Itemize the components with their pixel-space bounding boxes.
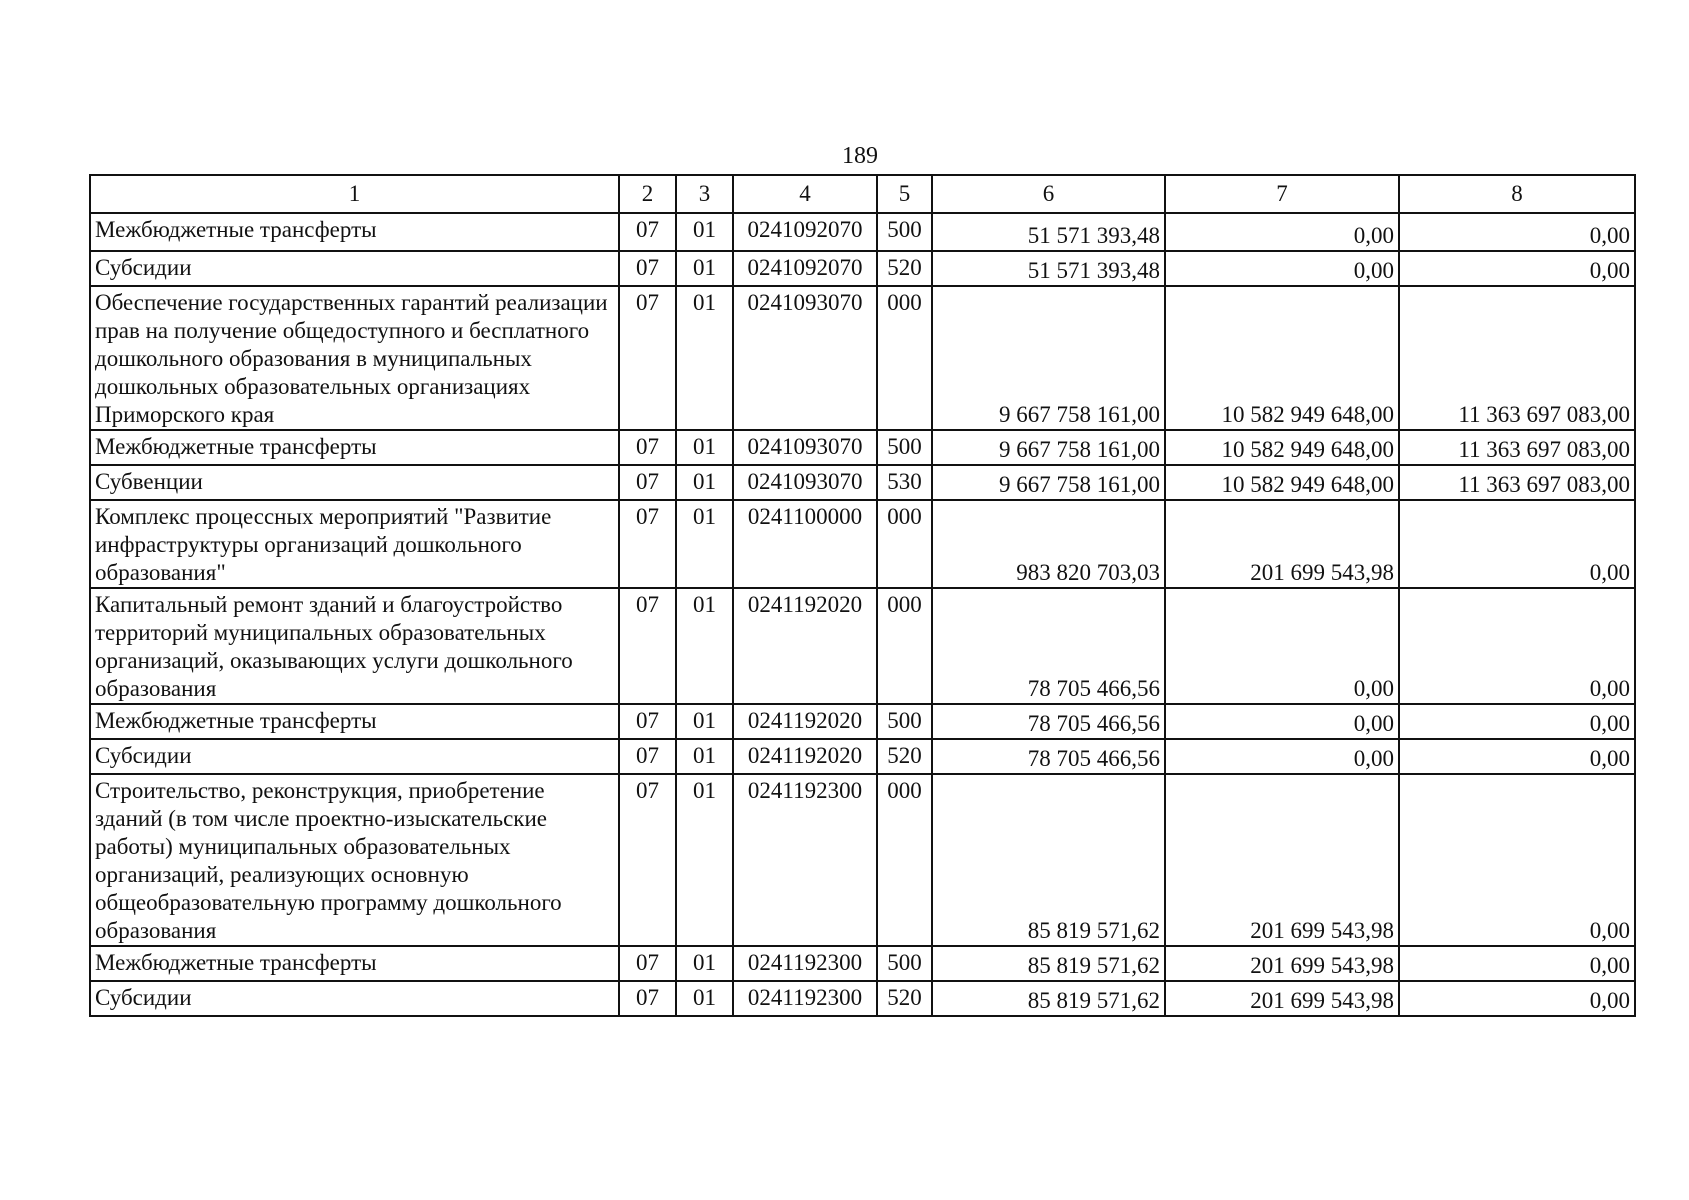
row-expense-type-cell: 000	[877, 500, 932, 588]
row-amount-col7-cell: 0,00	[1165, 213, 1399, 251]
row-target-code-cell: 0241093070	[733, 465, 877, 500]
row-amount-col7-cell: 0,00	[1165, 588, 1399, 704]
row-expense-type-cell: 000	[877, 286, 932, 430]
table-row	[90, 946, 1635, 981]
row-expense-type-cell: 520	[877, 251, 932, 286]
row-amount-col8-cell: 11 363 697 083,00	[1399, 430, 1635, 465]
table-row	[90, 704, 1635, 739]
row-amount-col6-cell: 983 820 703,03	[932, 500, 1165, 588]
row-amount-col7-cell: 201 699 543,98	[1165, 981, 1399, 1016]
row-expense-type-cell: 520	[877, 981, 932, 1016]
row-amount-col6-cell: 51 571 393,48	[932, 251, 1165, 286]
row-amount-col7-cell: 10 582 949 648,00	[1165, 465, 1399, 500]
header-cell: 6	[932, 175, 1165, 213]
row-amount-col6-cell: 51 571 393,48	[932, 213, 1165, 251]
row-amount-col7-cell: 0,00	[1165, 739, 1399, 774]
row-name-cell: Строительство, реконструкция, приобретение зданий (в том числе проектно-изыскательские работы) муниципальных образовательных организаций, реализующих основную общеобразовательную программу дошкольного образования	[90, 774, 619, 946]
row-target-code-cell: 0241093070	[733, 286, 877, 430]
header-cell: 4	[733, 175, 877, 213]
row-target-code-cell: 0241092070	[733, 251, 877, 286]
row-target-code-cell: 0241093070	[733, 430, 877, 465]
table-row	[90, 588, 1635, 704]
budget-table	[89, 174, 1636, 1017]
row-name-cell: Субсидии	[90, 981, 619, 1016]
table-row	[90, 251, 1635, 286]
row-expense-type-cell: 500	[877, 946, 932, 981]
row-name-cell: Субвенции	[90, 465, 619, 500]
header-cell: 3	[676, 175, 733, 213]
table-row	[90, 500, 1635, 588]
row-amount-col8-cell: 0,00	[1399, 588, 1635, 704]
table-row	[90, 430, 1635, 465]
row-target-code-cell: 0241100000	[733, 500, 877, 588]
row-name-cell: Межбюджетные трансферты	[90, 946, 619, 981]
row-amount-col7-cell: 0,00	[1165, 704, 1399, 739]
row-subsection-cell: 01	[676, 213, 733, 251]
row-amount-col6-cell: 78 705 466,56	[932, 739, 1165, 774]
row-target-code-cell: 0241092070	[733, 213, 877, 251]
row-target-code-cell: 0241192020	[733, 588, 877, 704]
row-amount-col8-cell: 0,00	[1399, 500, 1635, 588]
row-section-cell: 07	[619, 430, 676, 465]
row-target-code-cell: 0241192300	[733, 981, 877, 1016]
row-subsection-cell: 01	[676, 251, 733, 286]
row-amount-col8-cell: 0,00	[1399, 981, 1635, 1016]
row-target-code-cell: 0241192020	[733, 704, 877, 739]
row-name-cell: Субсидии	[90, 251, 619, 286]
row-target-code-cell: 0241192020	[733, 739, 877, 774]
row-subsection-cell: 01	[676, 946, 733, 981]
row-subsection-cell: 01	[676, 500, 733, 588]
row-name-cell: Межбюджетные трансферты	[90, 430, 619, 465]
table-row	[90, 739, 1635, 774]
row-section-cell: 07	[619, 739, 676, 774]
row-amount-col6-cell: 85 819 571,62	[932, 774, 1165, 946]
row-subsection-cell: 01	[676, 774, 733, 946]
table-row	[90, 286, 1635, 430]
row-name-cell: Межбюджетные трансферты	[90, 704, 619, 739]
row-subsection-cell: 01	[676, 588, 733, 704]
row-subsection-cell: 01	[676, 981, 733, 1016]
row-name-cell: Комплекс процессных мероприятий "Развитие инфраструктуры организаций дошкольного образования"	[90, 500, 619, 588]
row-amount-col7-cell: 10 582 949 648,00	[1165, 286, 1399, 430]
row-section-cell: 07	[619, 213, 676, 251]
row-expense-type-cell: 500	[877, 430, 932, 465]
row-section-cell: 07	[619, 286, 676, 430]
header-cell: 7	[1165, 175, 1399, 213]
table-row	[90, 981, 1635, 1016]
table-row	[90, 213, 1635, 251]
row-section-cell: 07	[619, 704, 676, 739]
row-amount-col7-cell: 201 699 543,98	[1165, 774, 1399, 946]
row-amount-col7-cell: 10 582 949 648,00	[1165, 430, 1399, 465]
row-subsection-cell: 01	[676, 430, 733, 465]
row-amount-col8-cell: 0,00	[1399, 946, 1635, 981]
row-subsection-cell: 01	[676, 704, 733, 739]
row-expense-type-cell: 500	[877, 213, 932, 251]
row-name-cell: Субсидии	[90, 739, 619, 774]
row-name-cell: Обеспечение государственных гарантий реализации прав на получение общедоступного и бесплатного дошкольного образования в муниципальных дошкольных образовательных организациях Приморского края	[90, 286, 619, 430]
table-row	[90, 774, 1635, 946]
row-section-cell: 07	[619, 251, 676, 286]
row-amount-col6-cell: 9 667 758 161,00	[932, 286, 1165, 430]
table-row	[90, 465, 1635, 500]
row-expense-type-cell: 520	[877, 739, 932, 774]
row-amount-col8-cell: 0,00	[1399, 704, 1635, 739]
row-amount-col7-cell: 201 699 543,98	[1165, 946, 1399, 981]
row-target-code-cell: 0241192300	[733, 774, 877, 946]
row-section-cell: 07	[619, 981, 676, 1016]
page-number: 189	[842, 143, 878, 169]
row-section-cell: 07	[619, 946, 676, 981]
row-amount-col8-cell: 11 363 697 083,00	[1399, 465, 1635, 500]
row-subsection-cell: 01	[676, 739, 733, 774]
header-cell: 1	[90, 175, 619, 213]
row-subsection-cell: 01	[676, 286, 733, 430]
row-expense-type-cell: 500	[877, 704, 932, 739]
row-amount-col6-cell: 85 819 571,62	[932, 946, 1165, 981]
row-amount-col6-cell: 9 667 758 161,00	[932, 465, 1165, 500]
header-cell: 5	[877, 175, 932, 213]
row-amount-col6-cell: 78 705 466,56	[932, 588, 1165, 704]
row-subsection-cell: 01	[676, 465, 733, 500]
row-target-code-cell: 0241192300	[733, 946, 877, 981]
header-row	[90, 175, 1635, 213]
row-amount-col8-cell: 0,00	[1399, 213, 1635, 251]
row-amount-col6-cell: 9 667 758 161,00	[932, 430, 1165, 465]
row-amount-col8-cell: 0,00	[1399, 251, 1635, 286]
row-amount-col8-cell: 11 363 697 083,00	[1399, 286, 1635, 430]
row-amount-col6-cell: 85 819 571,62	[932, 981, 1165, 1016]
row-section-cell: 07	[619, 500, 676, 588]
row-expense-type-cell: 000	[877, 774, 932, 946]
row-amount-col7-cell: 0,00	[1165, 251, 1399, 286]
row-expense-type-cell: 000	[877, 588, 932, 704]
row-section-cell: 07	[619, 774, 676, 946]
row-amount-col6-cell: 78 705 466,56	[932, 704, 1165, 739]
row-name-cell: Межбюджетные трансферты	[90, 213, 619, 251]
row-amount-col8-cell: 0,00	[1399, 774, 1635, 946]
row-section-cell: 07	[619, 588, 676, 704]
header-cell: 8	[1399, 175, 1635, 213]
row-amount-col8-cell: 0,00	[1399, 739, 1635, 774]
row-amount-col7-cell: 201 699 543,98	[1165, 500, 1399, 588]
row-section-cell: 07	[619, 465, 676, 500]
row-expense-type-cell: 530	[877, 465, 932, 500]
header-cell: 2	[619, 175, 676, 213]
row-name-cell: Капитальный ремонт зданий и благоустройство территорий муниципальных образовательных организаций, оказывающих услуги дошкольного образования	[90, 588, 619, 704]
